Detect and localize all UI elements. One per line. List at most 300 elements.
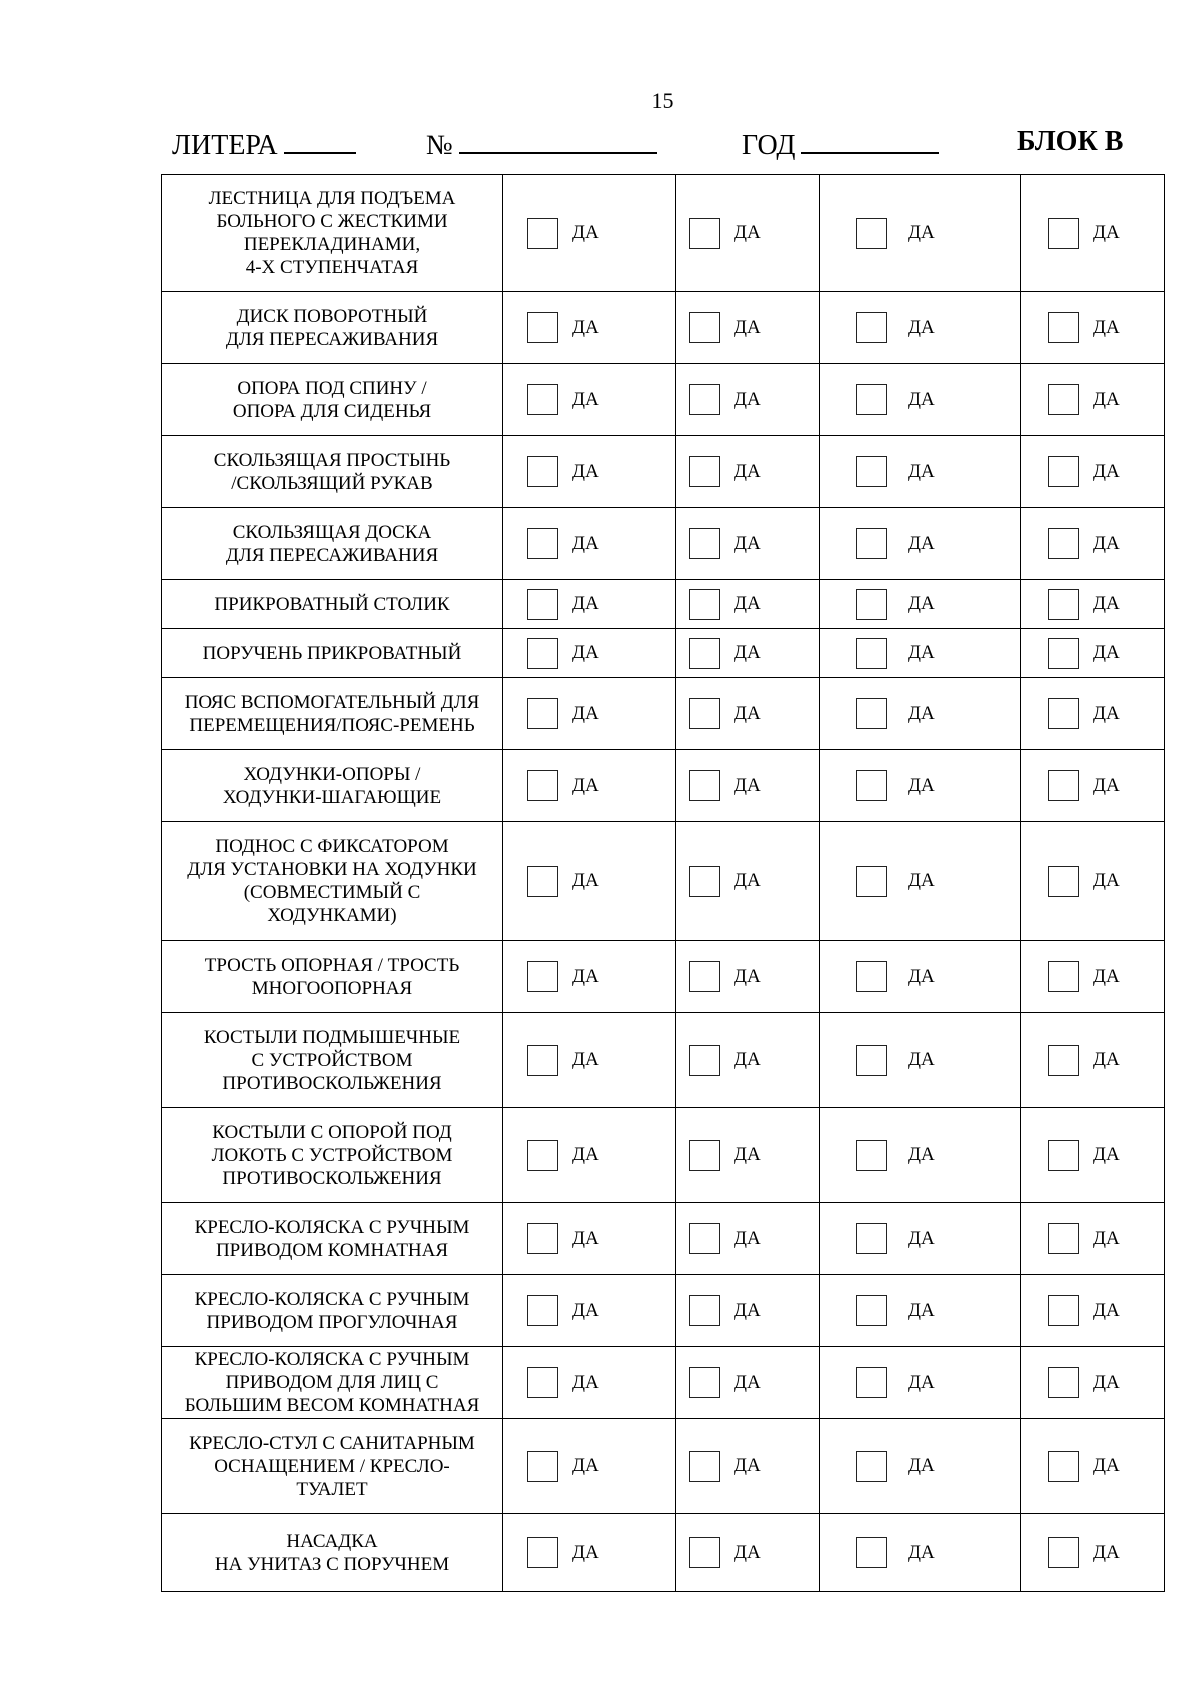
checkbox[interactable] bbox=[1048, 1367, 1079, 1398]
yes-label: ДА bbox=[1093, 870, 1120, 891]
option-cell bbox=[503, 750, 676, 822]
yes-option[interactable] bbox=[503, 1295, 675, 1326]
option-cell bbox=[820, 292, 1021, 364]
table-row bbox=[162, 175, 1165, 292]
yes-option[interactable] bbox=[820, 1045, 1020, 1076]
yes-label: ДА bbox=[1093, 460, 1120, 482]
checkbox[interactable] bbox=[856, 1451, 887, 1482]
item-name-line: ПОДНОС С ФИКСАТОРОМ bbox=[215, 836, 449, 857]
yes-option[interactable] bbox=[676, 1140, 819, 1171]
item-name-line: ДЛЯ УСТАНОВКИ НА ХОДУНКИ bbox=[187, 859, 477, 880]
yes-option[interactable] bbox=[676, 312, 819, 343]
option-cell bbox=[1021, 678, 1165, 750]
option-cell bbox=[676, 629, 820, 678]
checkbox[interactable] bbox=[856, 589, 887, 620]
checkbox[interactable] bbox=[527, 1140, 558, 1171]
yes-option[interactable] bbox=[676, 456, 819, 487]
option-cell bbox=[676, 822, 820, 941]
option-cell bbox=[676, 941, 820, 1013]
option-cell bbox=[1021, 580, 1165, 629]
yes-option[interactable] bbox=[503, 638, 675, 669]
checkbox[interactable] bbox=[856, 384, 887, 415]
yes-label: ДА bbox=[908, 642, 935, 663]
checkbox[interactable] bbox=[856, 638, 887, 669]
yes-label: ДА bbox=[734, 1144, 761, 1165]
yes-option[interactable] bbox=[503, 589, 675, 620]
item-name bbox=[162, 750, 503, 822]
yes-option[interactable] bbox=[676, 961, 819, 992]
page-number: 15 bbox=[651, 88, 674, 113]
checkbox[interactable] bbox=[856, 698, 887, 729]
yes-label: ДА bbox=[1093, 1299, 1120, 1321]
item-name bbox=[162, 1514, 503, 1592]
yes-option[interactable] bbox=[676, 528, 819, 559]
option-cell bbox=[1021, 941, 1165, 1013]
table-row bbox=[162, 629, 1165, 678]
checkbox[interactable] bbox=[1048, 866, 1079, 897]
checkbox[interactable] bbox=[527, 1537, 558, 1568]
option-cell bbox=[820, 580, 1021, 629]
checkbox[interactable] bbox=[856, 1367, 887, 1398]
option-cell bbox=[503, 175, 676, 292]
item-name-line: ХОДУНКИ-ШАГАЮЩИЕ bbox=[222, 786, 442, 808]
yes-label: ДА bbox=[572, 460, 599, 482]
checkbox[interactable] bbox=[1048, 1223, 1079, 1254]
yes-option[interactable] bbox=[820, 698, 1020, 729]
checkbox[interactable] bbox=[856, 866, 887, 897]
option-cell bbox=[503, 292, 676, 364]
yes-label: ДА bbox=[1093, 316, 1120, 338]
item-name bbox=[162, 364, 503, 436]
yes-option[interactable] bbox=[1021, 698, 1164, 729]
table-row bbox=[162, 364, 1165, 436]
yes-option[interactable] bbox=[676, 1367, 819, 1398]
checkbox[interactable] bbox=[1048, 1140, 1079, 1171]
item-name-line: ОПОРА ПОД СПИНУ / bbox=[237, 377, 427, 399]
checkbox[interactable] bbox=[856, 312, 887, 343]
option-cell bbox=[676, 1275, 820, 1347]
yes-option[interactable] bbox=[503, 1223, 675, 1254]
checkbox[interactable] bbox=[527, 1451, 558, 1482]
yes-option[interactable] bbox=[1021, 1367, 1164, 1398]
option-cell bbox=[676, 508, 820, 580]
checkbox[interactable] bbox=[527, 312, 558, 343]
yes-option[interactable] bbox=[503, 218, 675, 249]
yes-label: ДА bbox=[734, 1227, 761, 1249]
yes-label: ДА bbox=[572, 1227, 599, 1249]
checkbox[interactable] bbox=[856, 1045, 887, 1076]
checkbox[interactable] bbox=[689, 698, 720, 729]
equipment-table bbox=[161, 174, 1165, 1592]
yes-label: ДА bbox=[734, 1049, 761, 1070]
item-name bbox=[162, 292, 503, 364]
yes-option[interactable] bbox=[503, 1140, 675, 1171]
yes-label: ДА bbox=[572, 532, 599, 554]
option-cell bbox=[1021, 1108, 1165, 1203]
yes-option[interactable] bbox=[1021, 312, 1164, 343]
yes-label: ДА bbox=[734, 460, 761, 482]
table-row bbox=[162, 941, 1165, 1013]
item-name-line: СКОЛЬЗЯЩАЯ ДОСКА bbox=[232, 521, 432, 543]
item-name-line: СКОЛЬЗЯЩАЯ ПРОСТЫНЬ bbox=[213, 449, 451, 471]
option-cell bbox=[503, 1419, 676, 1514]
checkbox[interactable] bbox=[1048, 1045, 1079, 1076]
item-name-line: ПРИВОДОМ КОМНАТНАЯ bbox=[215, 1239, 449, 1261]
item-name bbox=[162, 1013, 503, 1108]
yes-label: ДА bbox=[572, 870, 599, 891]
yes-option[interactable] bbox=[503, 1367, 675, 1398]
yes-label: ДА bbox=[734, 1541, 761, 1563]
litera-label: ЛИТЕРА bbox=[172, 130, 278, 161]
yes-option[interactable] bbox=[1021, 1140, 1164, 1171]
checkbox[interactable] bbox=[689, 961, 720, 992]
checkbox[interactable] bbox=[856, 770, 887, 801]
checkbox[interactable] bbox=[689, 1045, 720, 1076]
yes-option[interactable] bbox=[820, 384, 1020, 415]
option-cell bbox=[1021, 1013, 1165, 1108]
yes-option[interactable] bbox=[676, 218, 819, 249]
yes-label: ДА bbox=[572, 593, 599, 614]
checkbox[interactable] bbox=[689, 638, 720, 669]
checkbox[interactable] bbox=[527, 1223, 558, 1254]
item-name-line: (СОВМЕСТИМЫЙ С bbox=[243, 882, 421, 903]
checkbox[interactable] bbox=[1048, 312, 1079, 343]
yes-option[interactable] bbox=[1021, 384, 1164, 415]
option-cell bbox=[820, 1203, 1021, 1275]
yes-label: ДА bbox=[734, 642, 761, 663]
yes-option[interactable] bbox=[503, 866, 675, 897]
yes-label: ДА bbox=[908, 316, 935, 338]
checkbox[interactable] bbox=[527, 218, 558, 249]
item-name-line: ЛЕСТНИЦА ДЛЯ ПОДЪЕМА bbox=[208, 188, 456, 209]
option-cell bbox=[503, 580, 676, 629]
yes-option[interactable] bbox=[503, 770, 675, 801]
option-cell bbox=[820, 822, 1021, 941]
yes-label: ДА bbox=[572, 1144, 599, 1165]
yes-option[interactable] bbox=[820, 1140, 1020, 1171]
yes-label: ДА bbox=[572, 774, 599, 796]
option-cell bbox=[820, 1419, 1021, 1514]
option-cell bbox=[820, 678, 1021, 750]
yes-option[interactable] bbox=[503, 1537, 675, 1568]
item-name-line: КОСТЫЛИ ПОДМЫШЕЧНЫЕ bbox=[203, 1026, 461, 1048]
checkbox[interactable] bbox=[689, 218, 720, 249]
yes-option[interactable] bbox=[820, 312, 1020, 343]
option-cell bbox=[1021, 822, 1165, 941]
checkbox[interactable] bbox=[527, 638, 558, 669]
option-cell bbox=[503, 1013, 676, 1108]
yes-option[interactable] bbox=[820, 961, 1020, 992]
yes-label: ДА bbox=[572, 1371, 599, 1393]
yes-label: ДА bbox=[734, 388, 761, 410]
checkbox[interactable] bbox=[856, 218, 887, 249]
option-cell bbox=[820, 1013, 1021, 1108]
yes-option[interactable] bbox=[676, 384, 819, 415]
option-cell bbox=[820, 1347, 1021, 1419]
option-cell bbox=[1021, 1275, 1165, 1347]
yes-option[interactable] bbox=[820, 456, 1020, 487]
checkbox[interactable] bbox=[527, 1367, 558, 1398]
item-name bbox=[162, 175, 503, 292]
yes-label: ДА bbox=[572, 1299, 599, 1321]
option-cell bbox=[503, 822, 676, 941]
checkbox[interactable] bbox=[1048, 698, 1079, 729]
checkbox[interactable] bbox=[1048, 961, 1079, 992]
checkbox[interactable] bbox=[856, 1295, 887, 1326]
checkbox[interactable] bbox=[689, 866, 720, 897]
yes-label: ДА bbox=[1093, 1049, 1120, 1070]
option-cell bbox=[676, 292, 820, 364]
checkbox[interactable] bbox=[527, 456, 558, 487]
yes-option[interactable] bbox=[820, 1451, 1020, 1482]
item-name-line: ПРОТИВОСКОЛЬЖЕНИЯ bbox=[222, 1167, 442, 1189]
yes-label: ДА bbox=[1093, 532, 1120, 554]
option-cell bbox=[503, 508, 676, 580]
option-cell bbox=[503, 1347, 676, 1419]
yes-label: ДА bbox=[1093, 642, 1120, 663]
checkbox[interactable] bbox=[527, 1295, 558, 1326]
yes-option[interactable] bbox=[1021, 638, 1164, 669]
checkbox[interactable] bbox=[689, 589, 720, 620]
yes-option[interactable] bbox=[1021, 218, 1164, 249]
yes-option[interactable] bbox=[676, 638, 819, 669]
litera-input-line[interactable] bbox=[284, 126, 356, 154]
checkbox[interactable] bbox=[856, 456, 887, 487]
table-row bbox=[162, 678, 1165, 750]
option-cell bbox=[676, 750, 820, 822]
yes-option[interactable] bbox=[820, 638, 1020, 669]
yes-option[interactable] bbox=[503, 961, 675, 992]
option-cell bbox=[676, 436, 820, 508]
yes-option[interactable] bbox=[1021, 866, 1164, 897]
yes-option[interactable] bbox=[1021, 1451, 1164, 1482]
checkbox[interactable] bbox=[856, 1140, 887, 1171]
yes-option[interactable] bbox=[676, 1295, 819, 1326]
yes-label: ДА bbox=[908, 1227, 935, 1249]
yes-option[interactable] bbox=[503, 456, 675, 487]
yes-label: ДА bbox=[734, 1455, 761, 1476]
yes-label: ДА bbox=[908, 222, 935, 243]
checkbox[interactable] bbox=[1048, 1451, 1079, 1482]
checkbox[interactable] bbox=[689, 456, 720, 487]
item-name-line: ПЕРЕМЕЩЕНИЯ/ПОЯС-РЕМЕНЬ bbox=[189, 714, 475, 736]
yes-option[interactable] bbox=[820, 528, 1020, 559]
checkbox[interactable] bbox=[689, 1295, 720, 1326]
table-row bbox=[162, 1275, 1165, 1347]
yes-label: ДА bbox=[1093, 1455, 1120, 1476]
checkbox[interactable] bbox=[689, 384, 720, 415]
checkbox[interactable] bbox=[689, 1140, 720, 1171]
table-row bbox=[162, 1203, 1165, 1275]
item-name-line: ПРИКРОВАТНЫЙ СТОЛИК bbox=[214, 593, 450, 615]
table-row bbox=[162, 1514, 1165, 1592]
checkbox[interactable] bbox=[527, 866, 558, 897]
yes-option[interactable] bbox=[676, 1537, 819, 1568]
yes-option[interactable] bbox=[676, 589, 819, 620]
yes-option[interactable] bbox=[1021, 528, 1164, 559]
number-input-line[interactable] bbox=[459, 126, 657, 154]
checkbox[interactable] bbox=[527, 770, 558, 801]
option-cell bbox=[1021, 508, 1165, 580]
checkbox[interactable] bbox=[527, 698, 558, 729]
item-name-line: КРЕСЛО-СТУЛ С САНИТАРНЫМ bbox=[189, 1432, 475, 1454]
checkbox[interactable] bbox=[856, 528, 887, 559]
item-name-line: БОЛЬШИМ ВЕСОМ КОМНАТНАЯ bbox=[184, 1395, 480, 1416]
yes-option[interactable] bbox=[503, 698, 675, 729]
yes-option[interactable] bbox=[1021, 770, 1164, 801]
yes-label: ДА bbox=[908, 1541, 935, 1563]
option-cell bbox=[503, 364, 676, 436]
yes-option[interactable] bbox=[820, 218, 1020, 249]
yes-option[interactable] bbox=[1021, 961, 1164, 992]
table-row bbox=[162, 1347, 1165, 1419]
option-cell bbox=[1021, 175, 1165, 292]
option-cell bbox=[676, 1514, 820, 1592]
yes-label: ДА bbox=[572, 702, 599, 724]
yes-option[interactable] bbox=[676, 1451, 819, 1482]
checkbox[interactable] bbox=[689, 1367, 720, 1398]
item-name-line: ТРОСТЬ ОПОРНАЯ / ТРОСТЬ bbox=[204, 954, 460, 976]
option-cell bbox=[503, 941, 676, 1013]
yes-option[interactable] bbox=[503, 1451, 675, 1482]
checkbox[interactable] bbox=[856, 1537, 887, 1568]
item-name-line: ОСНАЩЕНИЕМ / КРЕСЛО- bbox=[214, 1455, 450, 1477]
number-field bbox=[426, 126, 657, 162]
option-cell bbox=[820, 1514, 1021, 1592]
checkbox[interactable] bbox=[527, 589, 558, 620]
yes-option[interactable] bbox=[503, 384, 675, 415]
checkbox[interactable] bbox=[689, 528, 720, 559]
yes-option[interactable] bbox=[1021, 589, 1164, 620]
yes-option[interactable] bbox=[1021, 1045, 1164, 1076]
checkbox[interactable] bbox=[689, 770, 720, 801]
yes-label: ДА bbox=[734, 316, 761, 338]
option-cell bbox=[503, 1275, 676, 1347]
checkbox[interactable] bbox=[856, 1223, 887, 1254]
table-row bbox=[162, 822, 1165, 941]
item-name-line: МНОГООПОРНАЯ bbox=[251, 977, 413, 999]
year-input-line[interactable] bbox=[801, 126, 939, 154]
checkbox[interactable] bbox=[1048, 638, 1079, 669]
yes-option[interactable] bbox=[1021, 1537, 1164, 1568]
yes-label: ДА bbox=[1093, 222, 1120, 243]
option-cell bbox=[676, 175, 820, 292]
checkbox[interactable] bbox=[1048, 1295, 1079, 1326]
checkbox[interactable] bbox=[1048, 589, 1079, 620]
checkbox[interactable] bbox=[527, 1045, 558, 1076]
yes-label: ДА bbox=[1093, 1371, 1120, 1393]
yes-label: ДА bbox=[1093, 593, 1120, 614]
yes-option[interactable] bbox=[820, 1295, 1020, 1326]
option-cell bbox=[820, 750, 1021, 822]
item-name-line: КРЕСЛО-КОЛЯСКА С РУЧНЫМ bbox=[194, 1288, 470, 1310]
year-field bbox=[742, 126, 939, 162]
yes-option[interactable] bbox=[1021, 1223, 1164, 1254]
checkbox[interactable] bbox=[1048, 218, 1079, 249]
yes-label: ДА bbox=[734, 965, 761, 987]
yes-label: ДА bbox=[908, 593, 935, 614]
yes-label: ДА bbox=[908, 774, 935, 796]
yes-option[interactable] bbox=[820, 589, 1020, 620]
option-cell bbox=[820, 1108, 1021, 1203]
option-cell bbox=[1021, 1514, 1165, 1592]
number-label: № bbox=[426, 130, 453, 161]
option-cell bbox=[503, 436, 676, 508]
yes-option[interactable] bbox=[820, 770, 1020, 801]
item-name-line: 4-Х СТУПЕНЧАТАЯ bbox=[245, 257, 419, 278]
checkbox[interactable] bbox=[1048, 770, 1079, 801]
yes-label: ДА bbox=[734, 1371, 761, 1393]
yes-option[interactable] bbox=[676, 1045, 819, 1076]
checkbox[interactable] bbox=[1048, 456, 1079, 487]
option-cell bbox=[820, 364, 1021, 436]
option-cell bbox=[503, 1108, 676, 1203]
option-cell bbox=[503, 1514, 676, 1592]
item-name-line: ПРИВОДОМ ПРОГУЛОЧНАЯ bbox=[206, 1311, 458, 1333]
checkbox[interactable] bbox=[1048, 1537, 1079, 1568]
yes-option[interactable] bbox=[503, 528, 675, 559]
yes-option[interactable] bbox=[820, 1223, 1020, 1254]
yes-option[interactable] bbox=[676, 698, 819, 729]
checkbox[interactable] bbox=[689, 312, 720, 343]
option-cell bbox=[1021, 1419, 1165, 1514]
checkbox[interactable] bbox=[856, 961, 887, 992]
yes-label: ДА bbox=[734, 1299, 761, 1321]
item-name-line: ДЛЯ ПЕРЕСАЖИВАНИЯ bbox=[225, 544, 439, 566]
option-cell bbox=[1021, 629, 1165, 678]
yes-option[interactable] bbox=[1021, 1295, 1164, 1326]
item-name-line: ТУАЛЕТ bbox=[296, 1478, 368, 1500]
option-cell bbox=[820, 941, 1021, 1013]
yes-option[interactable] bbox=[676, 770, 819, 801]
item-name-line: ПРОТИВОСКОЛЬЖЕНИЯ bbox=[222, 1072, 442, 1094]
yes-option[interactable] bbox=[676, 1223, 819, 1254]
checkbox[interactable] bbox=[527, 528, 558, 559]
yes-label: ДА bbox=[1093, 702, 1120, 724]
checkbox[interactable] bbox=[1048, 384, 1079, 415]
yes-option[interactable] bbox=[503, 1045, 675, 1076]
checkbox[interactable] bbox=[527, 961, 558, 992]
yes-option[interactable] bbox=[820, 1537, 1020, 1568]
yes-option[interactable] bbox=[820, 1367, 1020, 1398]
yes-option[interactable] bbox=[1021, 456, 1164, 487]
item-name bbox=[162, 1203, 503, 1275]
table-row bbox=[162, 580, 1165, 629]
yes-label: ДА bbox=[572, 965, 599, 987]
yes-label: ДА bbox=[908, 1049, 935, 1070]
yes-label: ДА bbox=[908, 388, 935, 410]
checkbox[interactable] bbox=[689, 1223, 720, 1254]
yes-option[interactable] bbox=[676, 866, 819, 897]
checkbox[interactable] bbox=[527, 384, 558, 415]
yes-option[interactable] bbox=[503, 312, 675, 343]
option-cell bbox=[820, 175, 1021, 292]
checkbox[interactable] bbox=[689, 1537, 720, 1568]
yes-label: ДА bbox=[734, 593, 761, 614]
yes-label: ДА bbox=[734, 532, 761, 554]
option-cell bbox=[503, 678, 676, 750]
checkbox[interactable] bbox=[689, 1451, 720, 1482]
checkbox[interactable] bbox=[1048, 528, 1079, 559]
yes-label: ДА bbox=[572, 1049, 599, 1070]
item-name bbox=[162, 1275, 503, 1347]
option-cell bbox=[676, 1419, 820, 1514]
yes-label: ДА bbox=[1093, 1144, 1120, 1165]
item-name bbox=[162, 1419, 503, 1514]
yes-option[interactable] bbox=[820, 866, 1020, 897]
option-cell bbox=[676, 678, 820, 750]
item-name-line: ДИСК ПОВОРОТНЫЙ bbox=[236, 305, 428, 327]
